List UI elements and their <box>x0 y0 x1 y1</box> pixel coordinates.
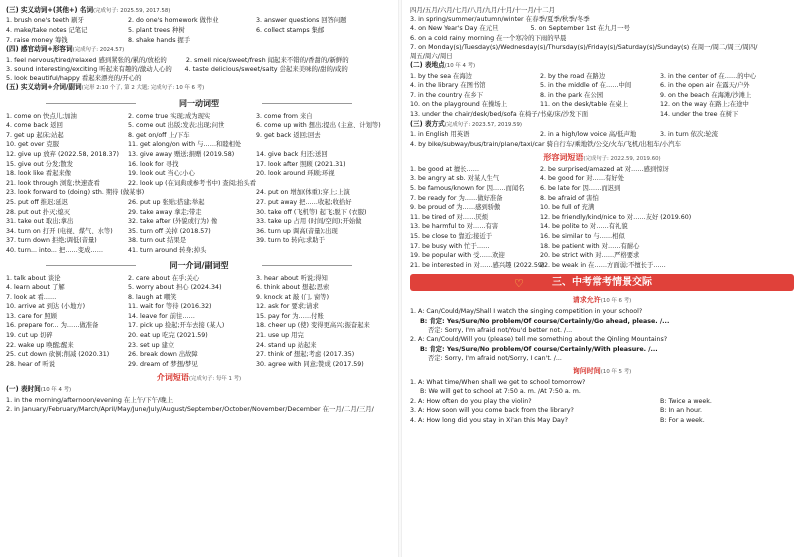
list-item: 17. be busy with 忙于…… <box>410 242 490 250</box>
list-item: 2. care about 在乎;关心 <box>128 274 200 282</box>
list-item: 27. think of 想起;考虑 (2017.35) <box>256 351 355 359</box>
subtitle-ask-time: 询问时间(10 年 5 考) <box>572 367 632 376</box>
list-item: 5. come out 出版;发表;出现;问世 <box>128 122 225 130</box>
list-item <box>256 36 392 46</box>
list-item: 3. sound interesting/exciting 听起来有趣的/激动人心的 4. taste delicious/sweet/salty 尝起来美味的/甜的/咸的 <box>6 64 348 73</box>
list-item: 7. get up 起床;站起 <box>6 131 64 139</box>
list-item: 6. come up with 想出;提出 (主意、计划等) <box>256 122 381 130</box>
table-row <box>410 174 794 184</box>
list-item: 13. be harmful to 对……有害 <box>410 223 499 231</box>
list-item: 4. learn about 了解 <box>6 284 65 292</box>
list-item: 22. look up (在词典或参考书中) 查阅;抬头看 <box>128 179 257 187</box>
list-item: 7. on Monday(s)/Tuesday(s)/Wednesday(s)/Thursday(s)/Friday(s)/Saturday(s)/Sunday(s) 在周一/周二/周三/周四/ <box>410 42 758 51</box>
list-item: 13. give away 赠送;捐赠 (2019.58) <box>128 150 235 158</box>
dialog-line: 2. A: Can/Could/Will you (please) tell me something about the Qinling Mountains? <box>410 336 668 344</box>
list-item <box>256 246 392 256</box>
list-item: 1. feel nervous/tired/relaxed 感到紧张的/累的/放松的 2. smell nice/sweet/fresh 闻起来不错的/香甜的/新鲜的 <box>6 55 349 64</box>
list-item: 19. cut up 切碎 <box>6 332 53 340</box>
list-item: 4. in the library 在图书馆 <box>410 82 486 90</box>
list-item: 8. get on/off 上/下车 <box>128 131 190 139</box>
list-item: 2. be surprised/amazed at 对……感到惊讶 <box>540 165 669 173</box>
answer: B: Twice a week. <box>660 397 712 405</box>
list-item: 31. take out 取出;拿出 <box>6 218 74 226</box>
list-item: 28. put out 扑灭;熄灭 <box>6 208 71 216</box>
same-prep-list <box>6 274 392 370</box>
table-row <box>410 261 794 271</box>
question: 4. A: How long did you stay in Xi'an this May Day? <box>410 416 568 424</box>
list-item: 8. laugh at 嘲笑 <box>128 293 177 301</box>
list-item: 14. leave for 前往…… <box>128 312 195 320</box>
subsection-title-same-prep: 同一介词/副词型 <box>6 260 392 271</box>
table-row <box>410 416 794 425</box>
list-item: 25. put off 推迟;延迟 <box>6 198 68 206</box>
list-item: 20. be strict with 对……严格要求 <box>540 252 640 260</box>
table-row <box>6 274 392 284</box>
list-item: 12. on the way 在路上;在途中 <box>660 101 749 109</box>
section-head-place: (二) 表地点(10 年 4 考) <box>410 61 476 70</box>
list-item: 7. in the country 在乡下 <box>410 91 484 99</box>
list-item: 2. in January/February/March/April/May/June/July/August/September/October/November/December 在一月/二月/三月/ <box>6 405 374 414</box>
list-item: 24. stand up 站起来 <box>256 341 317 349</box>
table-row <box>410 194 794 204</box>
table-row <box>410 91 794 101</box>
list-item: 7. raise money 筹钱 <box>6 36 68 44</box>
list-item: 1. be good at 擅长…… <box>410 165 480 173</box>
list-item: 25. cut down 砍倒;削减 (2020.31) <box>6 351 110 359</box>
list-item: 9. on the beach 在海滩/沙滩上 <box>660 91 752 99</box>
list-item: 8. shake hands 握手 <box>128 36 191 44</box>
list-item: 6. think about 想起;思索 <box>256 284 330 292</box>
list-item: 5. be famous/known for 因……而闻名 <box>410 184 525 192</box>
list-item: 11. on the desk/table 在桌上 <box>540 101 628 109</box>
section-head-sense-verb: (四) 感官动词+形容词(完成句子: 2024.57) <box>6 45 125 54</box>
dialog-line: 否定: Sorry, I'm afraid not/You'd better not. /... <box>428 326 573 334</box>
list-item: 17. pick up 捡起;开车去接 (某人) <box>128 322 225 330</box>
list-item: 10. be full of 充满 <box>540 204 595 212</box>
list-item: 37. turn down 拒绝;调低(音量) <box>6 237 97 245</box>
table-row <box>6 112 392 122</box>
list-item: 7. be ready for 为……做好准备 <box>410 194 503 202</box>
list-item: 20. look around 环顾;环视 <box>256 170 335 178</box>
list-item: 1. come on 快点儿;加油 <box>6 112 77 120</box>
list-item: 22. be weak in 在……方面弱;不擅长于…… <box>540 261 666 269</box>
list-item: 9. knock at 敲 (门, 窗等) <box>256 293 330 301</box>
table-row <box>410 232 794 242</box>
list-item: 1. in the morning/afternoon/evening 在上午/下午/晚上 <box>6 395 173 404</box>
list-item: 10. get over 克服 <box>6 141 59 149</box>
list-item: 3. in the center of 在……的中心 <box>660 72 757 80</box>
list-item: 3. in spring/summer/autumn/winter 在春季/夏季/秋季/冬季 <box>410 15 590 24</box>
list-item: 26. put up 张贴;搭建;举起 <box>128 198 205 206</box>
list-item: 23. set up 建立 <box>128 341 175 349</box>
list-item: 21. be interested in 对……感兴趣 (2022.59) <box>410 261 545 269</box>
list-item: 13. care for 照顾 <box>6 312 57 320</box>
table-row <box>6 350 392 360</box>
list-item: 30. agree with 同意;赞成 (2017.59) <box>256 360 364 368</box>
list-item: 16. be similar to 与……相似 <box>540 232 625 240</box>
list-item <box>128 188 256 198</box>
list-item: 5. worry about 担心 (2024.34) <box>128 284 222 292</box>
section-head-phrasal: (五) 实义动词+介词/副词(完形 2:10 个了, 第 2 大题; 完成句子: 10 年 6 考) <box>6 83 205 92</box>
table-row <box>6 283 392 293</box>
list-item: 8. be afraid of 害怕 <box>540 194 599 202</box>
table-row <box>410 184 794 194</box>
list-item: 18. be patient with 对……有耐心 <box>540 242 640 250</box>
list-item: 2. do one's homework 做作业 <box>128 17 219 25</box>
table-row <box>6 341 392 351</box>
list-item: 36. turn up 调高(音量);出现 <box>256 227 338 235</box>
table-row <box>6 227 392 237</box>
right-page <box>400 0 800 557</box>
list-item: 29. take away 拿走;带走 <box>128 208 202 216</box>
table-row <box>6 188 392 198</box>
list-item: 26. break down 出故障 <box>128 351 198 359</box>
list-item: 8. in the park 在公园 <box>540 91 604 99</box>
list-item: 6. be late for 因……而迟到 <box>540 184 621 192</box>
table-row <box>6 331 392 341</box>
table-row <box>6 208 392 218</box>
section-banner-situational: ♡ 三、中考常考情景交际 <box>410 274 794 291</box>
list-item: 1. in English 用英语 <box>410 131 470 138</box>
table-row <box>6 217 392 227</box>
table-row <box>410 130 794 140</box>
dialog-line: B: 肯定: Yes/Sure/No problem/Of course/Certainly/Go ahead, please. /... <box>420 317 670 325</box>
table-row <box>6 16 392 26</box>
section-title-prep-phrases: 介词短语(完成句子: 每年 1 考) <box>156 373 242 383</box>
section-head-verb-noun: (三) 实义动词+(其他+) 名词(完成句子: 2025.59, 2017.58) <box>6 6 171 14</box>
list-item: 3. in turn 依次;轮流 <box>660 131 718 138</box>
list-item: 32. take after (外貌或行为) 像 <box>128 218 218 226</box>
list-item: 13. under the chair/desk/bed/sofa 在椅子/书桌/床/沙发下面 <box>410 111 589 118</box>
same-verb-list <box>6 112 392 256</box>
table-row <box>6 236 392 246</box>
list-item: 20. eat up 吃完 (2021.59) <box>128 332 208 340</box>
table-row <box>6 293 392 303</box>
list-item: 10. arrive at 到达 (小地方) <box>6 303 86 311</box>
list-item: 9. be proud of 为……感到骄傲 <box>410 204 501 212</box>
table-row <box>410 100 794 110</box>
list-item: 14. under the tree 在树下 <box>660 111 739 118</box>
list-item: 11. wait for 等待 (2016.32) <box>128 303 212 311</box>
table-row <box>6 198 392 208</box>
list-item: 4. be good for 对……有好处 <box>540 175 625 183</box>
list-item: 3. hear about 听说;得知 <box>256 274 328 282</box>
list-item: 9. get back 返回;回去 <box>256 131 321 139</box>
table-row <box>6 150 392 160</box>
list-item: 周五/周六/周日 <box>410 52 453 61</box>
list-item: 24. put on 增加(体重);穿上;上演 <box>256 189 350 197</box>
list-item: 40. turn... into... 把……变成…… <box>6 246 103 254</box>
list-item: 2. by the road 在路边 <box>540 72 606 80</box>
subsection-title-same-verb: 同一动词型 <box>6 98 392 109</box>
table-row <box>6 302 392 312</box>
table-row <box>410 165 794 175</box>
list-item: 27. put away 把……收起;收拾好 <box>256 198 352 206</box>
list-item: 3. answer questions 回答问题 <box>256 17 347 25</box>
list-item: 28. hear of 听说 <box>6 360 55 368</box>
answer: B: For a week. <box>660 416 705 424</box>
time-phrase-list <box>410 6 794 61</box>
list-item: 4. come back 返回 <box>6 122 63 130</box>
question: 3. A: How soon will you come back from the library? <box>410 407 574 415</box>
list-item: 1. brush one's teeth 刷牙 <box>6 17 84 25</box>
adj-phrase-list <box>410 165 794 271</box>
section-head-time: (一) 表时间(10 年 4 考) <box>6 385 72 394</box>
list-item: 3. be angry at sb. 对某人生气 <box>410 175 500 183</box>
list-item: 16. look for 寻找 <box>128 160 179 168</box>
table-row <box>410 203 794 213</box>
question: 2. A: How often do you play the violin? <box>410 397 532 405</box>
list-item <box>256 179 392 189</box>
list-item: 5. plant trees 种树 <box>128 27 185 34</box>
table-row <box>6 26 392 36</box>
list-item: 33. take up 占用 (时间/空间);开始做 <box>256 218 362 226</box>
table-row <box>6 140 392 150</box>
list-item: 4. by bike/subway/bus/train/plane/taxi/car 骑自行车/乘地铁/公交/火车/飞机/出租车/小汽车 <box>410 139 681 148</box>
dialog-line: 否定: Sorry, I'm afraid not/Sorry, I can't. /... <box>428 354 562 362</box>
table-row <box>410 110 794 120</box>
list-item: 5. look beautiful/happy 看起来漂亮的/开心的 <box>6 74 142 82</box>
table-row <box>410 81 794 91</box>
dialog-line: B: We will get to school at 7:50 a. m. /At 7:50 a. m. <box>420 388 581 396</box>
verb-noun-list <box>6 16 392 45</box>
list-item: 23. look forward to (doing) sth. 期待 (做某事) <box>6 189 145 197</box>
list-item: 四月/五月/六月/七月/八月/九月/十月/十一月/十二月 <box>410 6 556 14</box>
table-row <box>6 179 392 189</box>
list-item: 21. look through 浏览;快速查看 <box>6 179 100 187</box>
dialog-line: B: 肯定: Yes/Sure/No problem/Of course/Certainly/With pleasure. /... <box>420 345 658 353</box>
subtitle-request-permission: 请求允许(10 年 6 考) <box>572 296 632 305</box>
table-row <box>6 321 392 331</box>
list-item: 15. give out 分发;散发 <box>6 160 73 168</box>
list-item: 12. give up 放弃 (2022.58, 2018.37) <box>6 150 119 158</box>
list-item: 6. collect stamps 集邮 <box>256 27 325 34</box>
dialog-line: 1. A: Can/Could/May/Shall I watch the singing competition in your school? <box>410 308 643 316</box>
list-item: 16. prepare for... 为……做准备 <box>6 322 99 330</box>
list-item: 15. pay for 为……付账 <box>256 312 324 320</box>
table-row <box>6 36 392 46</box>
table-row <box>410 406 794 415</box>
list-item: 30. take off (飞机等) 起飞;脱下 (衣服) <box>256 208 367 216</box>
list-item: 38. turn out 结果是 <box>128 237 187 245</box>
list-item: 22. wake up 唤醒;醒来 <box>6 341 74 349</box>
list-item: 41. turn around 转身;掉头 <box>128 246 207 254</box>
list-item <box>256 140 392 150</box>
list-item: 6. on a cold rainy morning 在一个寒冷的下雨的早晨 <box>410 33 567 42</box>
list-item <box>540 110 660 120</box>
list-item: 14. be polite to 对……有礼貌 <box>540 223 628 231</box>
section-title-adj-phrases: 形容词短语(完成句子: 2022.59, 2019.60) <box>543 152 661 162</box>
table-row <box>410 213 794 223</box>
list-item: 19. look out 当心;小心 <box>128 170 195 178</box>
list-item: 19. be popular with 受……欢迎 <box>410 252 505 260</box>
list-item: 3. come from 来自 <box>256 112 313 120</box>
table-row <box>6 160 392 170</box>
list-item: 39. turn to 转向;求助于 <box>256 237 325 245</box>
way-phrase-list <box>410 130 794 140</box>
list-item: 1. by the sea 在海边 <box>410 72 472 80</box>
section-head-way: (三) 表方式(完成句子: 2023.57, 2019.59) <box>410 119 523 128</box>
list-item: 11. get along/on with 与……和睦相处 <box>128 141 242 149</box>
list-item: 12. be friendly/kind/nice to 对……友好 (2019.60) <box>540 213 692 221</box>
list-item: 2. in a high/low voice 高/低声地 <box>540 131 637 138</box>
table-row <box>6 169 392 179</box>
list-item: 18. look like 看起来像 <box>6 170 72 178</box>
list-item: 34. turn on 打开 (电视、煤气、水等) <box>6 227 113 235</box>
list-item: 15. be close to 靠近;接近于 <box>410 232 493 240</box>
heart-icon: ♡ <box>514 277 524 291</box>
table-row <box>6 131 392 141</box>
list-item: 14. give back 归还;送回 <box>256 150 328 158</box>
table-row <box>410 242 794 252</box>
list-item: 11. be tired of 对……厌烦 <box>410 213 488 221</box>
answer: B: In an hour. <box>660 407 702 415</box>
table-row <box>6 312 392 322</box>
dialog-line: 1. A: What time/When shall we get to school tomorrow? <box>410 379 586 387</box>
place-phrase-list <box>410 72 794 120</box>
list-item: 10. on the playground 在操场上 <box>410 101 507 109</box>
list-item: 5. in the middle of 在……中间 <box>540 82 632 90</box>
table-row <box>410 251 794 261</box>
list-item: 12. ask for 要求;请求 <box>256 303 319 311</box>
table-row <box>410 397 794 406</box>
table-row <box>410 222 794 232</box>
list-item: 29. dream of 梦想/梦见 <box>128 360 198 368</box>
ask-time-qa <box>410 397 794 425</box>
list-item: 4. on New Year's Day 在元旦 5. on September 1st 在九月一号 <box>410 24 630 33</box>
table-row <box>6 360 392 370</box>
list-item: 21. use up 用完 <box>256 332 304 340</box>
list-item: 2. come true 实现;成为现实 <box>128 112 211 120</box>
list-item: 7. look at 看…… <box>6 293 57 301</box>
list-item: 1. talk about 谈论 <box>6 274 61 282</box>
table-row <box>6 121 392 131</box>
list-item: 6. in the open air 在露天/户外 <box>660 82 750 90</box>
list-item: 18. cheer up (使) 变得更高兴;振奋起来 <box>256 322 370 330</box>
list-item: 17. look after 照顾 (2021.31) <box>256 160 346 168</box>
list-item: 4. make/take notes 记笔记 <box>6 27 88 34</box>
table-row <box>410 72 794 82</box>
table-row <box>6 246 392 256</box>
list-item: 35. turn off 关掉 (2018.57) <box>128 227 211 235</box>
